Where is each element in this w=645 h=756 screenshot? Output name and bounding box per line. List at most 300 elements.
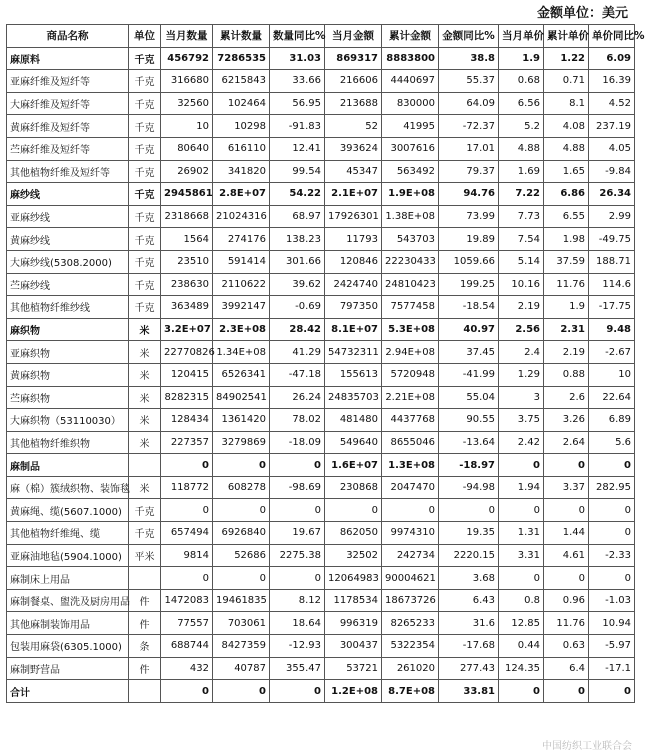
value-cell: 11.76 (544, 273, 589, 296)
value-cell: 563492 (382, 160, 439, 183)
category-total-row (7, 680, 635, 703)
table-row (7, 70, 635, 93)
value-cell: 242734 (382, 544, 439, 567)
unit-cell: 千克 (129, 183, 161, 206)
product-name-cell: 麻原料 (7, 47, 129, 70)
value-cell: 1.2E+08 (325, 680, 382, 703)
value-cell: 1.65 (544, 160, 589, 183)
value-cell: 0 (161, 567, 213, 590)
value-cell: 8655046 (382, 431, 439, 454)
value-cell: 18673726 (382, 589, 439, 612)
value-cell: 5.3E+08 (382, 318, 439, 341)
value-cell: 261020 (382, 657, 439, 680)
value-cell: 3.75 (499, 409, 544, 432)
value-cell: 3.26 (544, 409, 589, 432)
value-cell: 8.1 (544, 92, 589, 115)
value-cell: 456792 (161, 47, 213, 70)
value-cell: 0 (213, 454, 270, 477)
value-cell: 0 (589, 680, 635, 703)
value-cell: 0 (499, 567, 544, 590)
value-cell: 12064983 (325, 567, 382, 590)
value-cell: 2.1E+07 (325, 183, 382, 206)
value-cell: 0 (499, 499, 544, 522)
value-cell: 2.64 (544, 431, 589, 454)
unit-cell: 千克 (129, 273, 161, 296)
value-cell: 1.9E+08 (382, 183, 439, 206)
unit-cell: 千克 (129, 160, 161, 183)
value-cell: -49.75 (589, 228, 635, 251)
table-row (7, 160, 635, 183)
value-cell: 199.25 (439, 273, 499, 296)
unit-cell: 米 (129, 341, 161, 364)
value-cell: 0 (161, 454, 213, 477)
value-cell: 24810423 (382, 273, 439, 296)
value-cell: 0 (270, 567, 325, 590)
value-cell: 120846 (325, 250, 382, 273)
value-cell: 6215843 (213, 70, 270, 93)
value-cell: 4.05 (589, 137, 635, 160)
value-cell: 1.9 (544, 296, 589, 319)
table-row (7, 567, 635, 590)
category-total-row (7, 183, 635, 206)
value-cell: -1.03 (589, 589, 635, 612)
value-cell: -9.84 (589, 160, 635, 183)
table-row (7, 92, 635, 115)
value-cell: 38.8 (439, 47, 499, 70)
table-row (7, 228, 635, 251)
value-cell: 6926840 (213, 522, 270, 545)
column-header: 单位 (129, 25, 161, 48)
column-header: 商品名称 (7, 25, 129, 48)
value-cell: 73.99 (439, 205, 499, 228)
value-cell: 2.6 (544, 386, 589, 409)
value-cell: 2.42 (499, 431, 544, 454)
value-cell: 53721 (325, 657, 382, 680)
value-cell: 2.19 (499, 296, 544, 319)
value-cell: 549640 (325, 431, 382, 454)
product-name-cell: 其他植物纤维纱线 (7, 296, 129, 319)
table-row (7, 115, 635, 138)
value-cell: 6526341 (213, 363, 270, 386)
value-cell: 0 (589, 499, 635, 522)
value-cell: 2275.38 (270, 544, 325, 567)
unit-cell: 千克 (129, 137, 161, 160)
value-cell: 301.66 (270, 250, 325, 273)
value-cell: 28.42 (270, 318, 325, 341)
value-cell: 0 (161, 680, 213, 703)
product-name-cell: 亚麻织物 (7, 341, 129, 364)
product-name-cell: 麻制品 (7, 454, 129, 477)
value-cell: 0 (270, 499, 325, 522)
value-cell: 94.76 (439, 183, 499, 206)
value-cell: 300437 (325, 635, 382, 658)
value-cell: 2.21E+08 (382, 386, 439, 409)
value-cell: 1.44 (544, 522, 589, 545)
unit-cell: 米 (129, 318, 161, 341)
value-cell: 138.23 (270, 228, 325, 251)
product-name-cell: 大麻纱线(5308.2000) (7, 250, 129, 273)
value-cell: 282.95 (589, 476, 635, 499)
value-cell: 1.94 (499, 476, 544, 499)
product-name-cell: 黄麻织物 (7, 363, 129, 386)
value-cell: 230868 (325, 476, 382, 499)
category-total-row (7, 47, 635, 70)
value-cell: 0.63 (544, 635, 589, 658)
value-cell: 393624 (325, 137, 382, 160)
unit-cell: 米 (129, 363, 161, 386)
value-cell: 4.61 (544, 544, 589, 567)
value-cell: 37.59 (544, 250, 589, 273)
value-cell: 0.96 (544, 589, 589, 612)
value-cell: 1.98 (544, 228, 589, 251)
table-row (7, 409, 635, 432)
value-cell: 10 (161, 115, 213, 138)
value-cell: 22.64 (589, 386, 635, 409)
value-cell: 12.85 (499, 612, 544, 635)
watermark-text: 中国纺织工业联合会 (542, 741, 632, 752)
value-cell: 40787 (213, 657, 270, 680)
header-row (7, 25, 635, 48)
value-cell: 869317 (325, 47, 382, 70)
unit-cell: 米 (129, 386, 161, 409)
value-cell: 862050 (325, 522, 382, 545)
table-body (7, 47, 635, 702)
value-cell: 32502 (325, 544, 382, 567)
value-cell: 2424740 (325, 273, 382, 296)
value-cell: 24835703 (325, 386, 382, 409)
value-cell: 1564 (161, 228, 213, 251)
value-cell: 68.97 (270, 205, 325, 228)
value-cell: 797350 (325, 296, 382, 319)
value-cell: -41.99 (439, 363, 499, 386)
value-cell: 155613 (325, 363, 382, 386)
value-cell: 7.73 (499, 205, 544, 228)
value-cell: 0 (213, 567, 270, 590)
value-cell: 1.69 (499, 160, 544, 183)
value-cell: 1.29 (499, 363, 544, 386)
unit-cell: 千克 (129, 296, 161, 319)
value-cell: 54732311 (325, 341, 382, 364)
value-cell: -0.69 (270, 296, 325, 319)
value-cell: 0 (544, 499, 589, 522)
value-cell: 41.29 (270, 341, 325, 364)
unit-cell (129, 454, 161, 477)
table-row (7, 137, 635, 160)
value-cell: 688744 (161, 635, 213, 658)
value-cell: 55.37 (439, 70, 499, 93)
value-cell: 2.56 (499, 318, 544, 341)
value-cell: 31.03 (270, 47, 325, 70)
value-cell: 8427359 (213, 635, 270, 658)
unit-cell: 条 (129, 635, 161, 658)
value-cell: 22230433 (382, 250, 439, 273)
value-cell: 4437768 (382, 409, 439, 432)
value-cell: -18.54 (439, 296, 499, 319)
unit-cell (129, 680, 161, 703)
table-row (7, 499, 635, 522)
table-row (7, 363, 635, 386)
value-cell: 9974310 (382, 522, 439, 545)
value-cell: 3.68 (439, 567, 499, 590)
table-row (7, 635, 635, 658)
value-cell: -2.33 (589, 544, 635, 567)
value-cell: 1472083 (161, 589, 213, 612)
value-cell: 19461835 (213, 589, 270, 612)
value-cell: 3279869 (213, 431, 270, 454)
product-name-cell: 其他植物纤维及短纤等 (7, 160, 129, 183)
value-cell: 0.68 (499, 70, 544, 93)
value-cell: 2.8E+07 (213, 183, 270, 206)
value-cell: 118772 (161, 476, 213, 499)
value-cell: 90004621 (382, 567, 439, 590)
value-cell: 341820 (213, 160, 270, 183)
value-cell: 10.16 (499, 273, 544, 296)
value-cell: 5.6 (589, 431, 635, 454)
column-header: 累计数量 (213, 25, 270, 48)
value-cell: 40.97 (439, 318, 499, 341)
unit-cell: 千克 (129, 115, 161, 138)
value-cell: -47.18 (270, 363, 325, 386)
value-cell: -72.37 (439, 115, 499, 138)
value-cell: 5.2 (499, 115, 544, 138)
value-cell: 17926301 (325, 205, 382, 228)
value-cell: -18.09 (270, 431, 325, 454)
value-cell: 5720948 (382, 363, 439, 386)
table-row (7, 205, 635, 228)
value-cell: 7577458 (382, 296, 439, 319)
value-cell: 9.48 (589, 318, 635, 341)
value-cell: 5.14 (499, 250, 544, 273)
value-cell: 0 (382, 499, 439, 522)
value-cell: 830000 (382, 92, 439, 115)
table-row (7, 386, 635, 409)
unit-cell: 千克 (129, 499, 161, 522)
value-cell: 481480 (325, 409, 382, 432)
value-cell: 84902541 (213, 386, 270, 409)
value-cell: 10 (589, 363, 635, 386)
value-cell: 0 (213, 499, 270, 522)
table-row (7, 431, 635, 454)
product-name-cell: 麻制野营品 (7, 657, 129, 680)
value-cell: 54.22 (270, 183, 325, 206)
unit-cell: 件 (129, 657, 161, 680)
value-cell: 41995 (382, 115, 439, 138)
value-cell: 37.45 (439, 341, 499, 364)
value-cell: 2.4 (499, 341, 544, 364)
product-name-cell: 包装用麻袋(6305.1000) (7, 635, 129, 658)
product-name-cell: 大麻纤维及短纤等 (7, 92, 129, 115)
value-cell: 4.88 (544, 137, 589, 160)
value-cell: 0 (499, 454, 544, 477)
value-cell: 363489 (161, 296, 213, 319)
value-cell: -17.75 (589, 296, 635, 319)
value-cell: 543703 (382, 228, 439, 251)
value-cell: 2.99 (589, 205, 635, 228)
product-name-cell: 麻织物 (7, 318, 129, 341)
value-cell: 6.56 (499, 92, 544, 115)
value-cell: 216606 (325, 70, 382, 93)
value-cell: -17.68 (439, 635, 499, 658)
value-cell: 19.67 (270, 522, 325, 545)
value-cell: 3 (499, 386, 544, 409)
value-cell: 3.31 (499, 544, 544, 567)
value-cell: 1361420 (213, 409, 270, 432)
value-cell: 124.35 (499, 657, 544, 680)
value-cell: 0 (270, 680, 325, 703)
unit-cell: 千克 (129, 205, 161, 228)
unit-cell: 千克 (129, 250, 161, 273)
column-header: 当月金额 (325, 25, 382, 48)
value-cell: 1.6E+07 (325, 454, 382, 477)
table-row (7, 273, 635, 296)
product-name-cell: 麻（棉）簇绒织物、装饰毯 (7, 476, 129, 499)
category-total-row (7, 454, 635, 477)
value-cell: 1.9 (499, 47, 544, 70)
table-row (7, 296, 635, 319)
value-cell: 2.3E+08 (213, 318, 270, 341)
value-cell: 4.08 (544, 115, 589, 138)
value-cell: 9814 (161, 544, 213, 567)
column-header: 累计单价 (544, 25, 589, 48)
value-cell: 0 (213, 680, 270, 703)
value-cell: 432 (161, 657, 213, 680)
value-cell: 0 (325, 499, 382, 522)
product-name-cell: 亚麻纱线 (7, 205, 129, 228)
product-name-cell: 亚麻纤维及短纤等 (7, 70, 129, 93)
value-cell: 33.81 (439, 680, 499, 703)
value-cell: 316680 (161, 70, 213, 93)
unit-cell: 千克 (129, 92, 161, 115)
value-cell: 2220.15 (439, 544, 499, 567)
value-cell: 0.8 (499, 589, 544, 612)
unit-cell: 件 (129, 589, 161, 612)
value-cell: 90.55 (439, 409, 499, 432)
value-cell: 3.2E+07 (161, 318, 213, 341)
value-cell: 703061 (213, 612, 270, 635)
value-cell: 7286535 (213, 47, 270, 70)
value-cell: 1059.66 (439, 250, 499, 273)
column-header: 当月数量 (161, 25, 213, 48)
value-cell: 16.39 (589, 70, 635, 93)
unit-cell: 件 (129, 612, 161, 635)
table-row (7, 250, 635, 273)
value-cell: -17.1 (589, 657, 635, 680)
value-cell: 5322354 (382, 635, 439, 658)
product-name-cell: 麻纱线 (7, 183, 129, 206)
value-cell: 22770826 (161, 341, 213, 364)
value-cell: 591414 (213, 250, 270, 273)
product-name-cell: 苎麻织物 (7, 386, 129, 409)
value-cell: 2110622 (213, 273, 270, 296)
value-cell: 0 (544, 454, 589, 477)
table-row (7, 544, 635, 567)
value-cell: -12.93 (270, 635, 325, 658)
value-cell: 11793 (325, 228, 382, 251)
value-cell: 6.86 (544, 183, 589, 206)
product-name-cell: 黄麻纤维及短纤等 (7, 115, 129, 138)
value-cell: 6.09 (589, 47, 635, 70)
value-cell: 12.41 (270, 137, 325, 160)
value-cell: 1.22 (544, 47, 589, 70)
value-cell: 7.22 (499, 183, 544, 206)
value-cell: 55.04 (439, 386, 499, 409)
column-header: 金额同比% (439, 25, 499, 48)
value-cell: 39.62 (270, 273, 325, 296)
value-cell: 7.54 (499, 228, 544, 251)
value-cell: 188.71 (589, 250, 635, 273)
value-cell: 0 (439, 499, 499, 522)
value-cell: 355.47 (270, 657, 325, 680)
value-cell: 8.12 (270, 589, 325, 612)
value-cell: 2.31 (544, 318, 589, 341)
value-cell: 31.6 (439, 612, 499, 635)
value-cell: 17.01 (439, 137, 499, 160)
value-cell: 238630 (161, 273, 213, 296)
value-cell: 277.43 (439, 657, 499, 680)
unit-cell: 平米 (129, 544, 161, 567)
value-cell: 0 (161, 499, 213, 522)
value-cell: 21024316 (213, 205, 270, 228)
table-row (7, 522, 635, 545)
product-name-cell: 黄麻纱线 (7, 228, 129, 251)
value-cell: 996319 (325, 612, 382, 635)
value-cell: -13.64 (439, 431, 499, 454)
value-cell: 3007616 (382, 137, 439, 160)
product-name-cell: 其他植物纤维织物 (7, 431, 129, 454)
value-cell: 8282315 (161, 386, 213, 409)
value-cell: 10.94 (589, 612, 635, 635)
column-header: 累计金额 (382, 25, 439, 48)
value-cell: 6.4 (544, 657, 589, 680)
product-name-cell: 麻制床上用品 (7, 567, 129, 590)
value-cell: 2945861 (161, 183, 213, 206)
table-header (7, 25, 645, 48)
unit-cell: 千克 (129, 70, 161, 93)
value-cell: 0 (270, 454, 325, 477)
value-cell: 616110 (213, 137, 270, 160)
table-row (7, 657, 635, 680)
column-header: 数量同比% (270, 25, 325, 48)
value-cell: 4.52 (589, 92, 635, 115)
value-cell: 608278 (213, 476, 270, 499)
value-cell: 0 (589, 522, 635, 545)
value-cell: 1.3E+08 (382, 454, 439, 477)
product-name-cell: 苎麻纱线 (7, 273, 129, 296)
value-cell: 0 (589, 567, 635, 590)
unit-cell: 米 (129, 476, 161, 499)
value-cell: 80640 (161, 137, 213, 160)
product-name-cell: 其他植物纤维绳、缆 (7, 522, 129, 545)
value-cell: 1.31 (499, 522, 544, 545)
value-cell: 237.19 (589, 115, 635, 138)
value-cell: 26.24 (270, 386, 325, 409)
product-name-cell: 麻制餐桌、盥洗及厨房用品 (7, 589, 129, 612)
value-cell: 6.55 (544, 205, 589, 228)
value-cell: 4.88 (499, 137, 544, 160)
value-cell: 78.02 (270, 409, 325, 432)
value-cell: 114.6 (589, 273, 635, 296)
value-cell: 45347 (325, 160, 382, 183)
value-cell: 213688 (325, 92, 382, 115)
value-cell: 8265233 (382, 612, 439, 635)
value-cell: 79.37 (439, 160, 499, 183)
value-cell: -98.69 (270, 476, 325, 499)
value-cell: 18.64 (270, 612, 325, 635)
hemp-trade-table (6, 24, 645, 703)
value-cell: -5.97 (589, 635, 635, 658)
value-cell: 77557 (161, 612, 213, 635)
value-cell: 0.44 (499, 635, 544, 658)
